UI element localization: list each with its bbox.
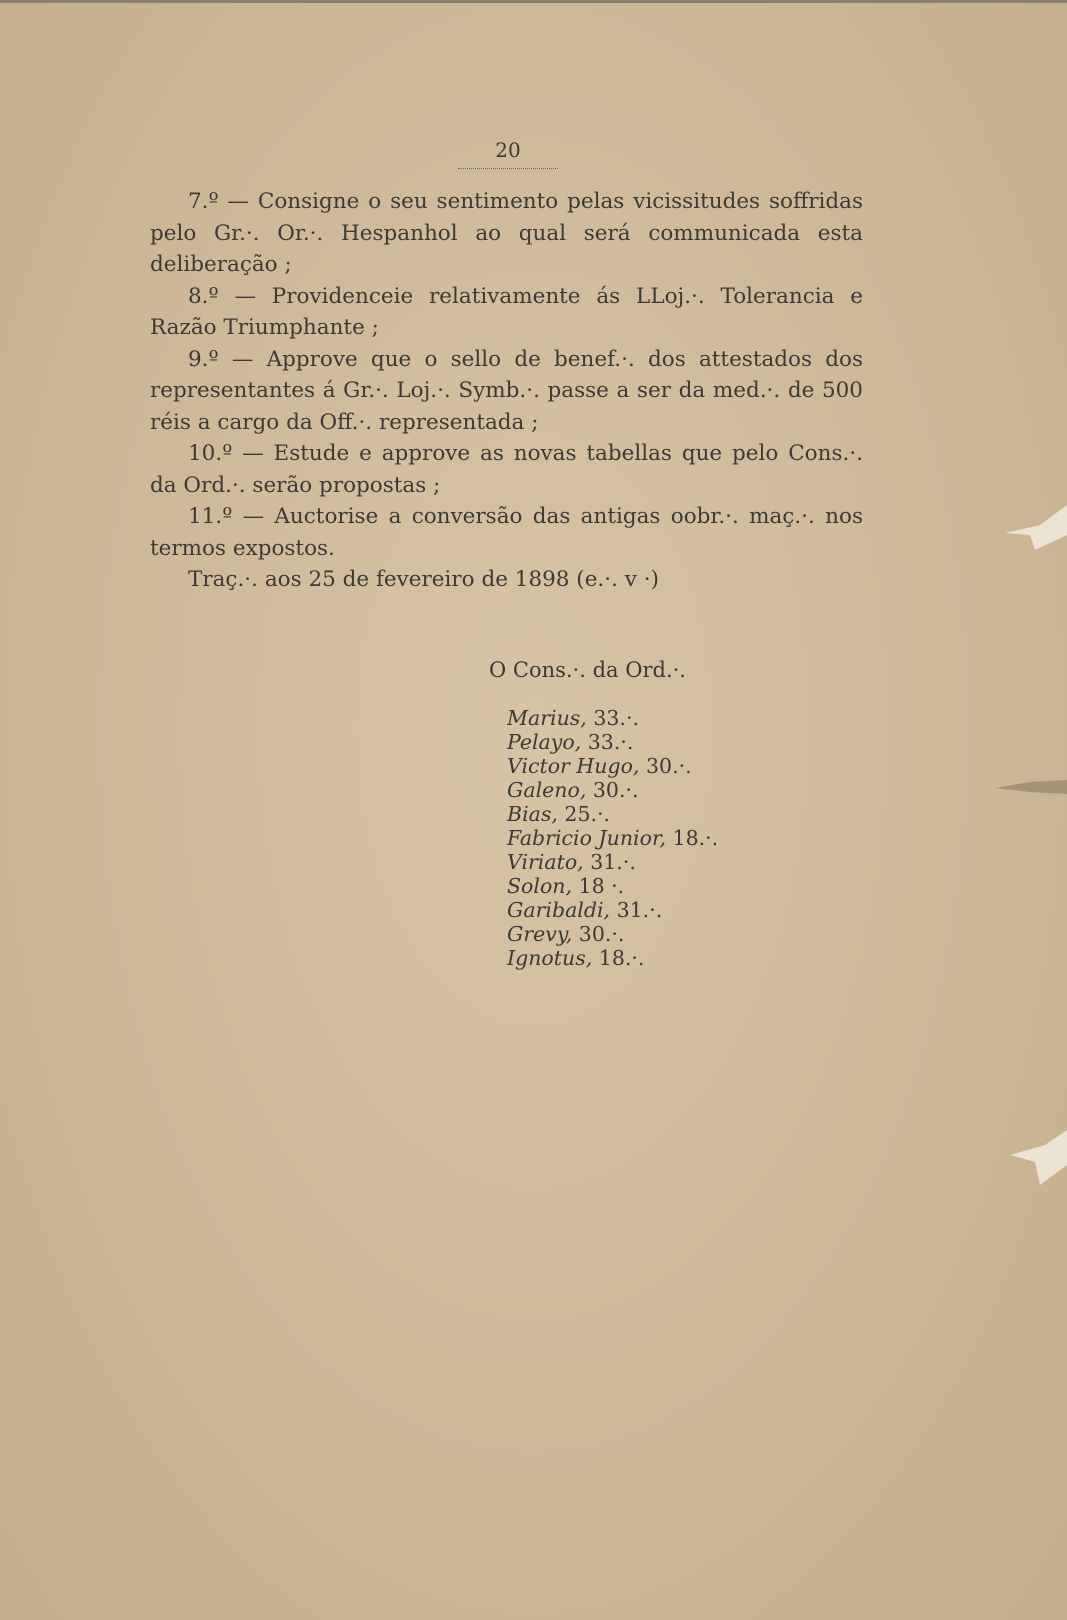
- signatory-row: [507, 922, 718, 946]
- signatory-row: [507, 826, 718, 850]
- signatory-name: Fabricio Junior,: [507, 826, 667, 850]
- signatory-grade: 18.·.: [598, 946, 645, 970]
- paragraph-10: 10.º — Estude e approve as novas tabellas que pelo Cons.·. da Ord.·. serão propostas ;: [150, 441, 863, 498]
- signatory-name: Viriato,: [507, 850, 584, 874]
- signatory-name: Victor Hugo,: [507, 754, 640, 778]
- binding-tear-icon: [990, 770, 1067, 800]
- top-edge-rule: [0, 0, 1067, 3]
- date-line: Traç.·. aos 25 de fevereiro de 1898 (e.·. v ·): [188, 567, 659, 592]
- signatory-row: [507, 850, 718, 874]
- signatory-name: Galeno,: [507, 778, 587, 802]
- body-text: [150, 186, 863, 596]
- signatory-row: [507, 946, 718, 970]
- signatory-name: Ignotus,: [507, 946, 593, 970]
- paragraph-11: 11.º — Auctorise a conversão das antigas oobr.·. maç.·. nos termos expostos.: [150, 504, 863, 561]
- signatory-name: Bias,: [507, 802, 558, 826]
- signatory-row: [507, 874, 718, 898]
- signatory-grade: 18.·.: [672, 826, 719, 850]
- signatory-grade: 31.·.: [590, 850, 636, 874]
- signatory-name: Solon,: [507, 874, 573, 898]
- binding-tear-icon: [1000, 505, 1067, 555]
- signatory-name: Marius,: [507, 706, 587, 730]
- signatory-name: Pelayo,: [507, 730, 582, 754]
- signatory-grade: 25.·.: [564, 802, 611, 826]
- signatory-grade: 30.·.: [578, 922, 625, 946]
- binding-tear-icon: [1000, 1130, 1067, 1190]
- signatory-grade: 33.·.: [587, 730, 634, 754]
- signatory-grade: 33.·.: [593, 706, 639, 730]
- signatory-row: [507, 706, 718, 730]
- signatory-row: [507, 778, 718, 802]
- signatory-name: Garibaldi,: [507, 898, 611, 922]
- paragraph-8: 8.º — Providenceie relativamente ás LLoj.·. Tolerancia e Razão Triumphante ;: [150, 283, 863, 340]
- signatory-grade: 31.·.: [616, 898, 663, 922]
- signatory-grade: 18 ·.: [578, 874, 625, 898]
- council-heading: O Cons.·. da Ord.·.: [489, 658, 686, 682]
- signatory-name: Grevy,: [507, 922, 573, 946]
- paragraph-9: 9.º — Approve que o sello de benef.·. dos attestados dos representantes á Gr.·. Loj.·. Symb.·. passe a ser da med.·. de 500 réis a cargo da Off.·. representada ;: [150, 346, 863, 435]
- paragraph-7: 7.º — Consigne o seu sentimento pelas vicissitudes soffridas pelo Gr.·. Or.·. Hespanhol ao qual será communicada esta deliberação ;: [150, 189, 863, 277]
- page-number: 20: [458, 138, 558, 169]
- signatory-row: [507, 730, 718, 754]
- signatory-grade: 30.·.: [645, 754, 692, 778]
- signatory-grade: 30.·.: [592, 778, 639, 802]
- signatory-list: [507, 706, 718, 970]
- signatory-row: [507, 754, 718, 778]
- signatory-row: [507, 802, 718, 826]
- signatory-row: [507, 898, 718, 922]
